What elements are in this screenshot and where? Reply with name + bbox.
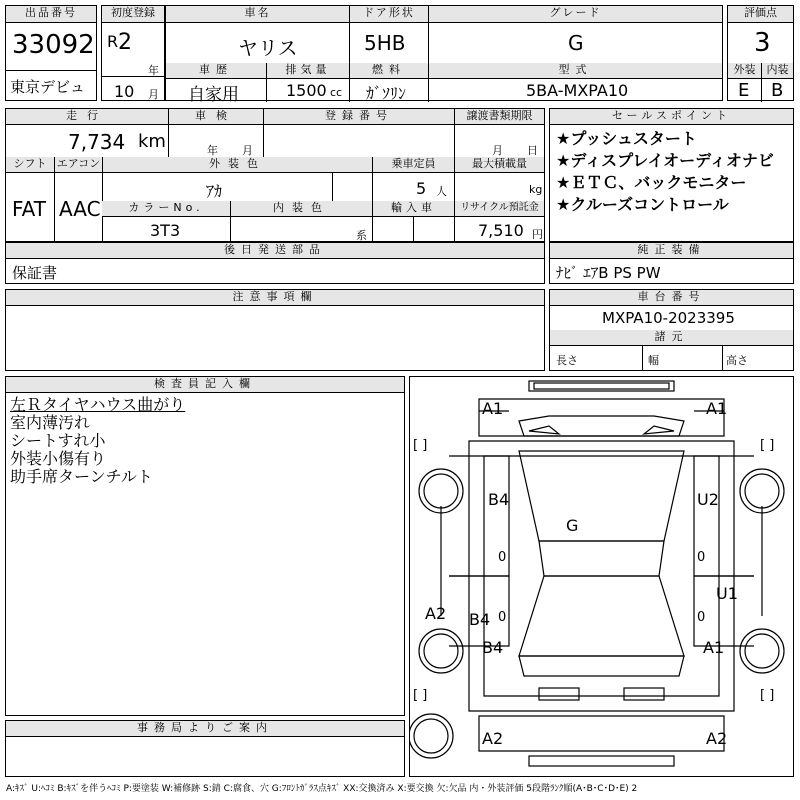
damage-a2-br: A2 <box>706 729 728 748</box>
dims-header: 諸元 <box>550 330 793 346</box>
capacity-header: 乗車定員 <box>372 157 454 173</box>
door-value: 5HB <box>364 31 406 55</box>
auction-tag: 東京デビュ <box>10 78 86 96</box>
import-header: 輸入車 <box>372 201 454 217</box>
year-unit: 年 <box>148 64 159 77</box>
mileage-header: 走行 <box>6 109 168 125</box>
kg-unit: kg <box>529 183 543 196</box>
car-info-box <box>165 5 723 105</box>
chassis-value: MXPA10-2023395 <box>602 309 735 327</box>
color-no-header: カラーNo. <box>102 201 230 217</box>
damage-u1-right: U1 <box>716 584 738 603</box>
later-parts-box <box>5 242 545 284</box>
model-header: 型式 <box>428 63 722 79</box>
later-parts-header: 後日発送部品 <box>6 243 544 259</box>
zero-2: 0 <box>697 550 706 565</box>
insp-month-unit: 月 <box>242 144 253 157</box>
office-box <box>5 720 405 777</box>
selling-point-2: ★ディスプレイオーディオナビ <box>556 151 774 170</box>
history-value: 自家用 <box>188 85 239 105</box>
bracket-left-2: [ ] <box>413 688 428 703</box>
year-value: 2 <box>118 30 132 55</box>
insp-year-unit: 年 <box>207 144 218 157</box>
max-load-header: 最大積載量 <box>454 157 544 173</box>
month-unit: 月 <box>148 88 159 101</box>
bracket-right-2: [ ] <box>760 688 775 703</box>
genuine-box <box>549 242 794 284</box>
inspector-note-4: 外装小傷有り <box>10 449 107 468</box>
damage-fr-top: A1 <box>706 399 728 418</box>
fuel-value: ｶﾞｿﾘﾝ <box>366 84 407 103</box>
regno-header: 登録番号 <box>263 109 454 125</box>
bracket-left-1: [ ] <box>413 438 428 453</box>
month-value: 10 <box>114 82 135 101</box>
displacement-value: 1500 <box>286 81 327 100</box>
damage-fl-top: A1 <box>482 399 504 418</box>
capacity-value: 5 <box>416 179 427 198</box>
zero-1: 0 <box>498 550 507 565</box>
inspector-header: 検査員記入欄 <box>6 377 404 393</box>
bracket-right-1: [ ] <box>760 438 775 453</box>
score-box <box>727 5 794 101</box>
grade-header: グレード <box>428 6 722 23</box>
exterior-value: E <box>738 80 750 101</box>
recycle-value: 7,510 <box>478 221 524 240</box>
aircon-value: AAC <box>59 197 101 221</box>
interior-header: 内装 <box>761 63 793 79</box>
exterior-header: 外装 <box>728 63 761 79</box>
damage-g-center: G <box>566 516 579 535</box>
car-name-value: ヤリス <box>238 36 298 60</box>
shift-value: FAT <box>12 197 47 221</box>
aircon-header: エアコン <box>54 157 102 173</box>
damage-u2-right: U2 <box>697 490 719 509</box>
model-value: 5BA-MXPA10 <box>526 81 629 100</box>
inspection-header: 車検 <box>168 109 263 125</box>
yen-unit: 円 <box>532 228 543 241</box>
length-label: 長さ <box>556 354 578 367</box>
genuine-header: 純正装備 <box>550 243 793 259</box>
lot-number-value: 33092 <box>12 30 95 60</box>
damage-b4-left: B4 <box>488 490 510 509</box>
transfer-day-unit: 日 <box>527 144 538 157</box>
lot-number-header: 出品番号 <box>6 6 96 23</box>
ext-color-value: ｱｶ <box>206 182 223 201</box>
damage-a2-bl: A2 <box>482 729 504 748</box>
transfer-month-unit: 月 <box>492 144 503 157</box>
notes-header: 注意事項欄 <box>6 290 544 306</box>
damage-a2-left: A2 <box>425 604 447 623</box>
capacity-unit: 人 <box>436 185 447 198</box>
history-header: 車歴 <box>166 63 266 79</box>
car-diagram <box>409 376 794 777</box>
zero-3: 0 <box>498 610 507 625</box>
cc-unit: cc <box>330 86 343 99</box>
score-value: 3 <box>754 28 771 58</box>
selling-point-4: ★クルーズコントロール <box>556 195 729 214</box>
mileage-value: 7,734 <box>68 130 126 154</box>
genuine-value: ﾅﾋﾞ ｴｱB PS PW <box>556 264 661 282</box>
office-header: 事務局よりご案内 <box>6 721 404 737</box>
notes-box <box>5 289 545 371</box>
transfer-header: 譲渡書類期限 <box>454 109 544 125</box>
selling-point-1: ★プッシュスタート <box>556 129 697 148</box>
width-label: 幅 <box>648 354 659 367</box>
chassis-box <box>549 289 794 371</box>
fuel-header: 燃料 <box>349 63 428 79</box>
era-value: R <box>107 32 119 51</box>
int-color-header: 内装色 <box>230 201 372 217</box>
score-header: 評価点 <box>728 6 793 23</box>
selling-points-header: セールスポイント <box>550 109 793 125</box>
int-color-unit: 系 <box>356 229 367 242</box>
grade-value: G <box>568 31 584 55</box>
first-reg-box <box>101 5 165 101</box>
height-label: 高さ <box>726 354 748 367</box>
displacement-header: 排気量 <box>266 63 349 79</box>
details-box <box>5 108 545 242</box>
first-reg-header: 初度登録 <box>102 6 164 23</box>
door-header: ドア形状 <box>349 6 428 23</box>
interior-value: B <box>771 80 784 101</box>
zero-4: 0 <box>697 610 706 625</box>
damage-a1-right: A1 <box>703 638 725 657</box>
chassis-header: 車台番号 <box>550 290 793 306</box>
damage-b4-low: B4 <box>469 610 491 629</box>
later-parts-value: 保証書 <box>12 264 58 282</box>
recycle-header: リサイクル預託金 <box>454 201 544 217</box>
inspector-note-1: 左Ｒタイヤハウス曲がり <box>10 395 186 414</box>
legend-footer: A:ｷｽﾞ U:ﾍｺﾐ B:ｷｽﾞを伴うﾍｺﾐ P:要塗装 W:補修跡 S:錆 C:腐食、穴 G:ﾌﾛﾝﾄｶﾞﾗｽ点ｷｽﾞ XX:交換済み X:要交換 欠:欠品 内・外装評価 5段階ﾗﾝｸ順(A･B･C･D･E) 2 <box>6 784 638 794</box>
car-name-header: 車名 <box>166 6 349 23</box>
inspector-note-5: 助手席ターンチルト <box>10 467 153 486</box>
km-unit: km <box>138 131 166 152</box>
color-no-value: 3T3 <box>150 221 181 240</box>
inspector-note-3: シートすれ小 <box>10 431 106 450</box>
shift-header: シフト <box>6 157 54 173</box>
ext-color-header: 外装色 <box>102 157 372 173</box>
selling-point-3: ★ＥＴＣ、バックモニター <box>556 173 747 192</box>
inspector-note-2: 室内薄汚れ <box>10 413 91 432</box>
damage-b4-lower: B4 <box>482 638 504 657</box>
lot-number-box <box>5 5 97 101</box>
